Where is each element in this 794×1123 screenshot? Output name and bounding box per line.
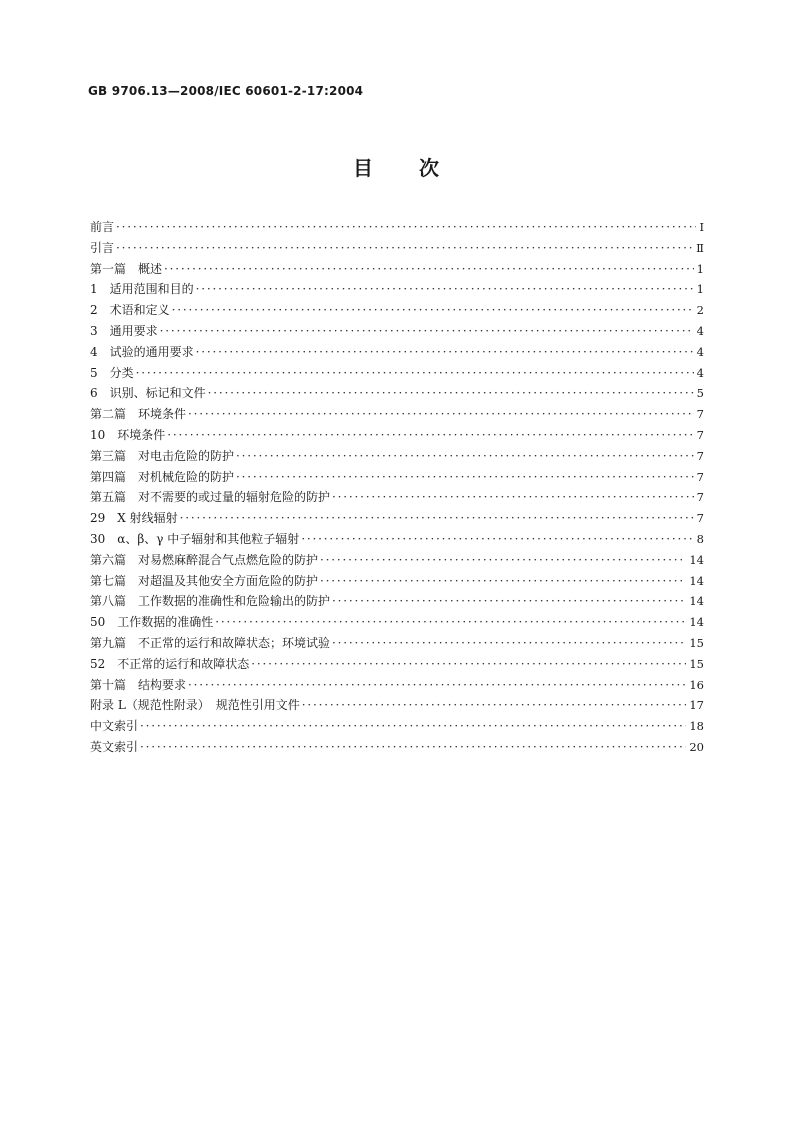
toc-leader-dots: [320, 571, 686, 592]
toc-entry-page-number: 7: [696, 469, 704, 484]
toc-entry-page-number: 7: [696, 448, 704, 463]
toc-entry-label: 第七篇 对超温及其他安全方面危险的防护: [90, 573, 319, 588]
toc-entry-label: 英文索引: [90, 739, 139, 754]
toc-entry[interactable]: [90, 695, 704, 716]
toc-entry-page-number: 15: [689, 656, 704, 671]
toc-entry-page-number: 7: [696, 490, 704, 505]
toc-leader-dots: [215, 612, 686, 633]
toc-entry-page-number: Ⅱ: [696, 240, 704, 255]
toc-entry[interactable]: [90, 737, 704, 758]
standard-code-header: GB 9706.13—2008/IEC 60601-2-17:2004: [88, 84, 364, 98]
toc-entry-page-number: 4: [696, 344, 704, 359]
toc-entry[interactable]: [90, 404, 704, 425]
toc-entry[interactable]: [90, 571, 704, 592]
toc-entry-label: 10 环境条件: [90, 427, 166, 442]
toc-leader-dots: [196, 279, 694, 300]
toc-entry-page-number: 4: [696, 323, 704, 338]
toc-entry-label: 1 适用范围和目的: [90, 282, 194, 297]
toc-leader-dots: [236, 446, 694, 467]
toc-entry-label: 29 X 射线辐射: [90, 511, 178, 526]
toc-entry[interactable]: [90, 508, 704, 529]
toc-entry-page-number: 14: [689, 552, 704, 567]
toc-entry-page-number: 17: [689, 698, 704, 713]
toc-entry[interactable]: [90, 238, 704, 259]
toc-entry-label: 5 分类: [90, 365, 134, 380]
toc-leader-dots: [160, 321, 694, 342]
toc-entry[interactable]: [90, 425, 704, 446]
toc-leader-dots: [332, 487, 694, 508]
toc-entry[interactable]: [90, 467, 704, 488]
toc-entry[interactable]: [90, 383, 704, 404]
toc-entry[interactable]: [90, 550, 704, 571]
toc-leader-dots: [320, 550, 686, 571]
toc-entry-label: 第六篇 对易燃麻醉混合气点燃危险的防护: [90, 552, 319, 567]
toc-entry[interactable]: [90, 529, 704, 550]
toc-entry-label: 附录 L（规范性附录） 规范性引用文件: [90, 698, 300, 713]
toc-leader-dots: [167, 425, 693, 446]
toc-entry-label: 第十篇 结构要求: [90, 677, 187, 692]
toc-entry-page-number: Ⅰ: [699, 220, 704, 234]
toc-leader-dots: [196, 342, 694, 363]
toc-entry-label: 52 不正常的运行和故障状态: [90, 656, 250, 671]
toc-entry-label: 第九篇 不正常的运行和故障状态；环境试验: [90, 635, 331, 650]
toc-entry-label: 第一篇 概述: [90, 261, 163, 276]
toc-entry[interactable]: [90, 342, 704, 363]
toc-entry-page-number: 18: [689, 719, 704, 734]
toc-entry-page-number: 7: [696, 511, 704, 526]
table-of-contents: [90, 217, 704, 758]
toc-leader-dots: [332, 633, 686, 654]
toc-entry-page-number: 14: [689, 594, 704, 609]
toc-leader-dots: [116, 217, 696, 238]
toc-leader-dots: [302, 695, 687, 716]
page-title: 目 次: [353, 156, 441, 180]
toc-leader-dots: [164, 259, 694, 280]
toc-entry-label: 前言: [90, 220, 115, 234]
toc-entry[interactable]: [90, 487, 704, 508]
toc-entry-label: 6 识别、标记和文件: [90, 386, 206, 401]
toc-entry-page-number: 7: [696, 427, 704, 442]
toc-entry-page-number: 8: [696, 531, 704, 546]
toc-leader-dots: [301, 529, 693, 550]
toc-entry-label: 第五篇 对不需要的或过量的辐射危险的防护: [90, 490, 331, 505]
toc-entry-label: 第二篇 环境条件: [90, 407, 187, 422]
toc-entry[interactable]: [90, 591, 704, 612]
toc-entry-page-number: 1: [696, 261, 704, 276]
toc-entry-label: 中文索引: [90, 719, 139, 734]
toc-leader-dots: [180, 508, 694, 529]
toc-entry-page-number: 5: [696, 386, 704, 401]
toc-entry[interactable]: [90, 654, 704, 675]
toc-leader-dots: [116, 238, 693, 259]
toc-entry-label: 3 通用要求: [90, 323, 158, 338]
toc-leader-dots: [136, 363, 694, 384]
toc-entry-page-number: 2: [696, 303, 704, 318]
toc-entry[interactable]: [90, 279, 704, 300]
toc-entry-page-number: 14: [689, 615, 704, 630]
toc-entry[interactable]: [90, 321, 704, 342]
toc-entry[interactable]: [90, 446, 704, 467]
toc-leader-dots: [188, 675, 686, 696]
toc-entry[interactable]: [90, 675, 704, 696]
toc-leader-dots: [172, 300, 694, 321]
toc-entry-page-number: 14: [689, 573, 704, 588]
toc-entry[interactable]: [90, 716, 704, 737]
toc-entry-page-number: 4: [696, 365, 704, 380]
toc-entry[interactable]: [90, 612, 704, 633]
toc-entry[interactable]: [90, 217, 704, 238]
toc-entry-label: 第四篇 对机械危险的防护: [90, 469, 235, 484]
toc-entry-page-number: 16: [689, 677, 704, 692]
toc-entry-page-number: 20: [689, 739, 704, 754]
toc-entry-label: 50 工作数据的准确性: [90, 615, 214, 630]
toc-entry[interactable]: [90, 300, 704, 321]
toc-entry-label: 2 术语和定义: [90, 303, 170, 318]
toc-leader-dots: [251, 654, 686, 675]
toc-entry-page-number: 15: [689, 635, 704, 650]
toc-entry[interactable]: [90, 259, 704, 280]
toc-entry-label: 第八篇 工作数据的准确性和危险输出的防护: [90, 594, 331, 609]
toc-leader-dots: [140, 716, 686, 737]
toc-leader-dots: [188, 404, 694, 425]
toc-entry-label: 引言: [90, 240, 115, 255]
toc-leader-dots: [140, 737, 686, 758]
toc-leader-dots: [332, 591, 686, 612]
toc-entry-page-number: 7: [696, 407, 704, 422]
toc-entry-label: 第三篇 对电击危险的防护: [90, 448, 235, 463]
toc-leader-dots: [208, 383, 694, 404]
toc-leader-dots: [236, 467, 694, 488]
toc-entry[interactable]: [90, 633, 704, 654]
toc-entry-label: 30 α、β、γ 中子辐射和其他粒子辐射: [90, 531, 300, 546]
toc-entry-label: 4 试验的通用要求: [90, 344, 194, 359]
toc-entry-page-number: 1: [696, 282, 704, 297]
toc-entry[interactable]: [90, 363, 704, 384]
